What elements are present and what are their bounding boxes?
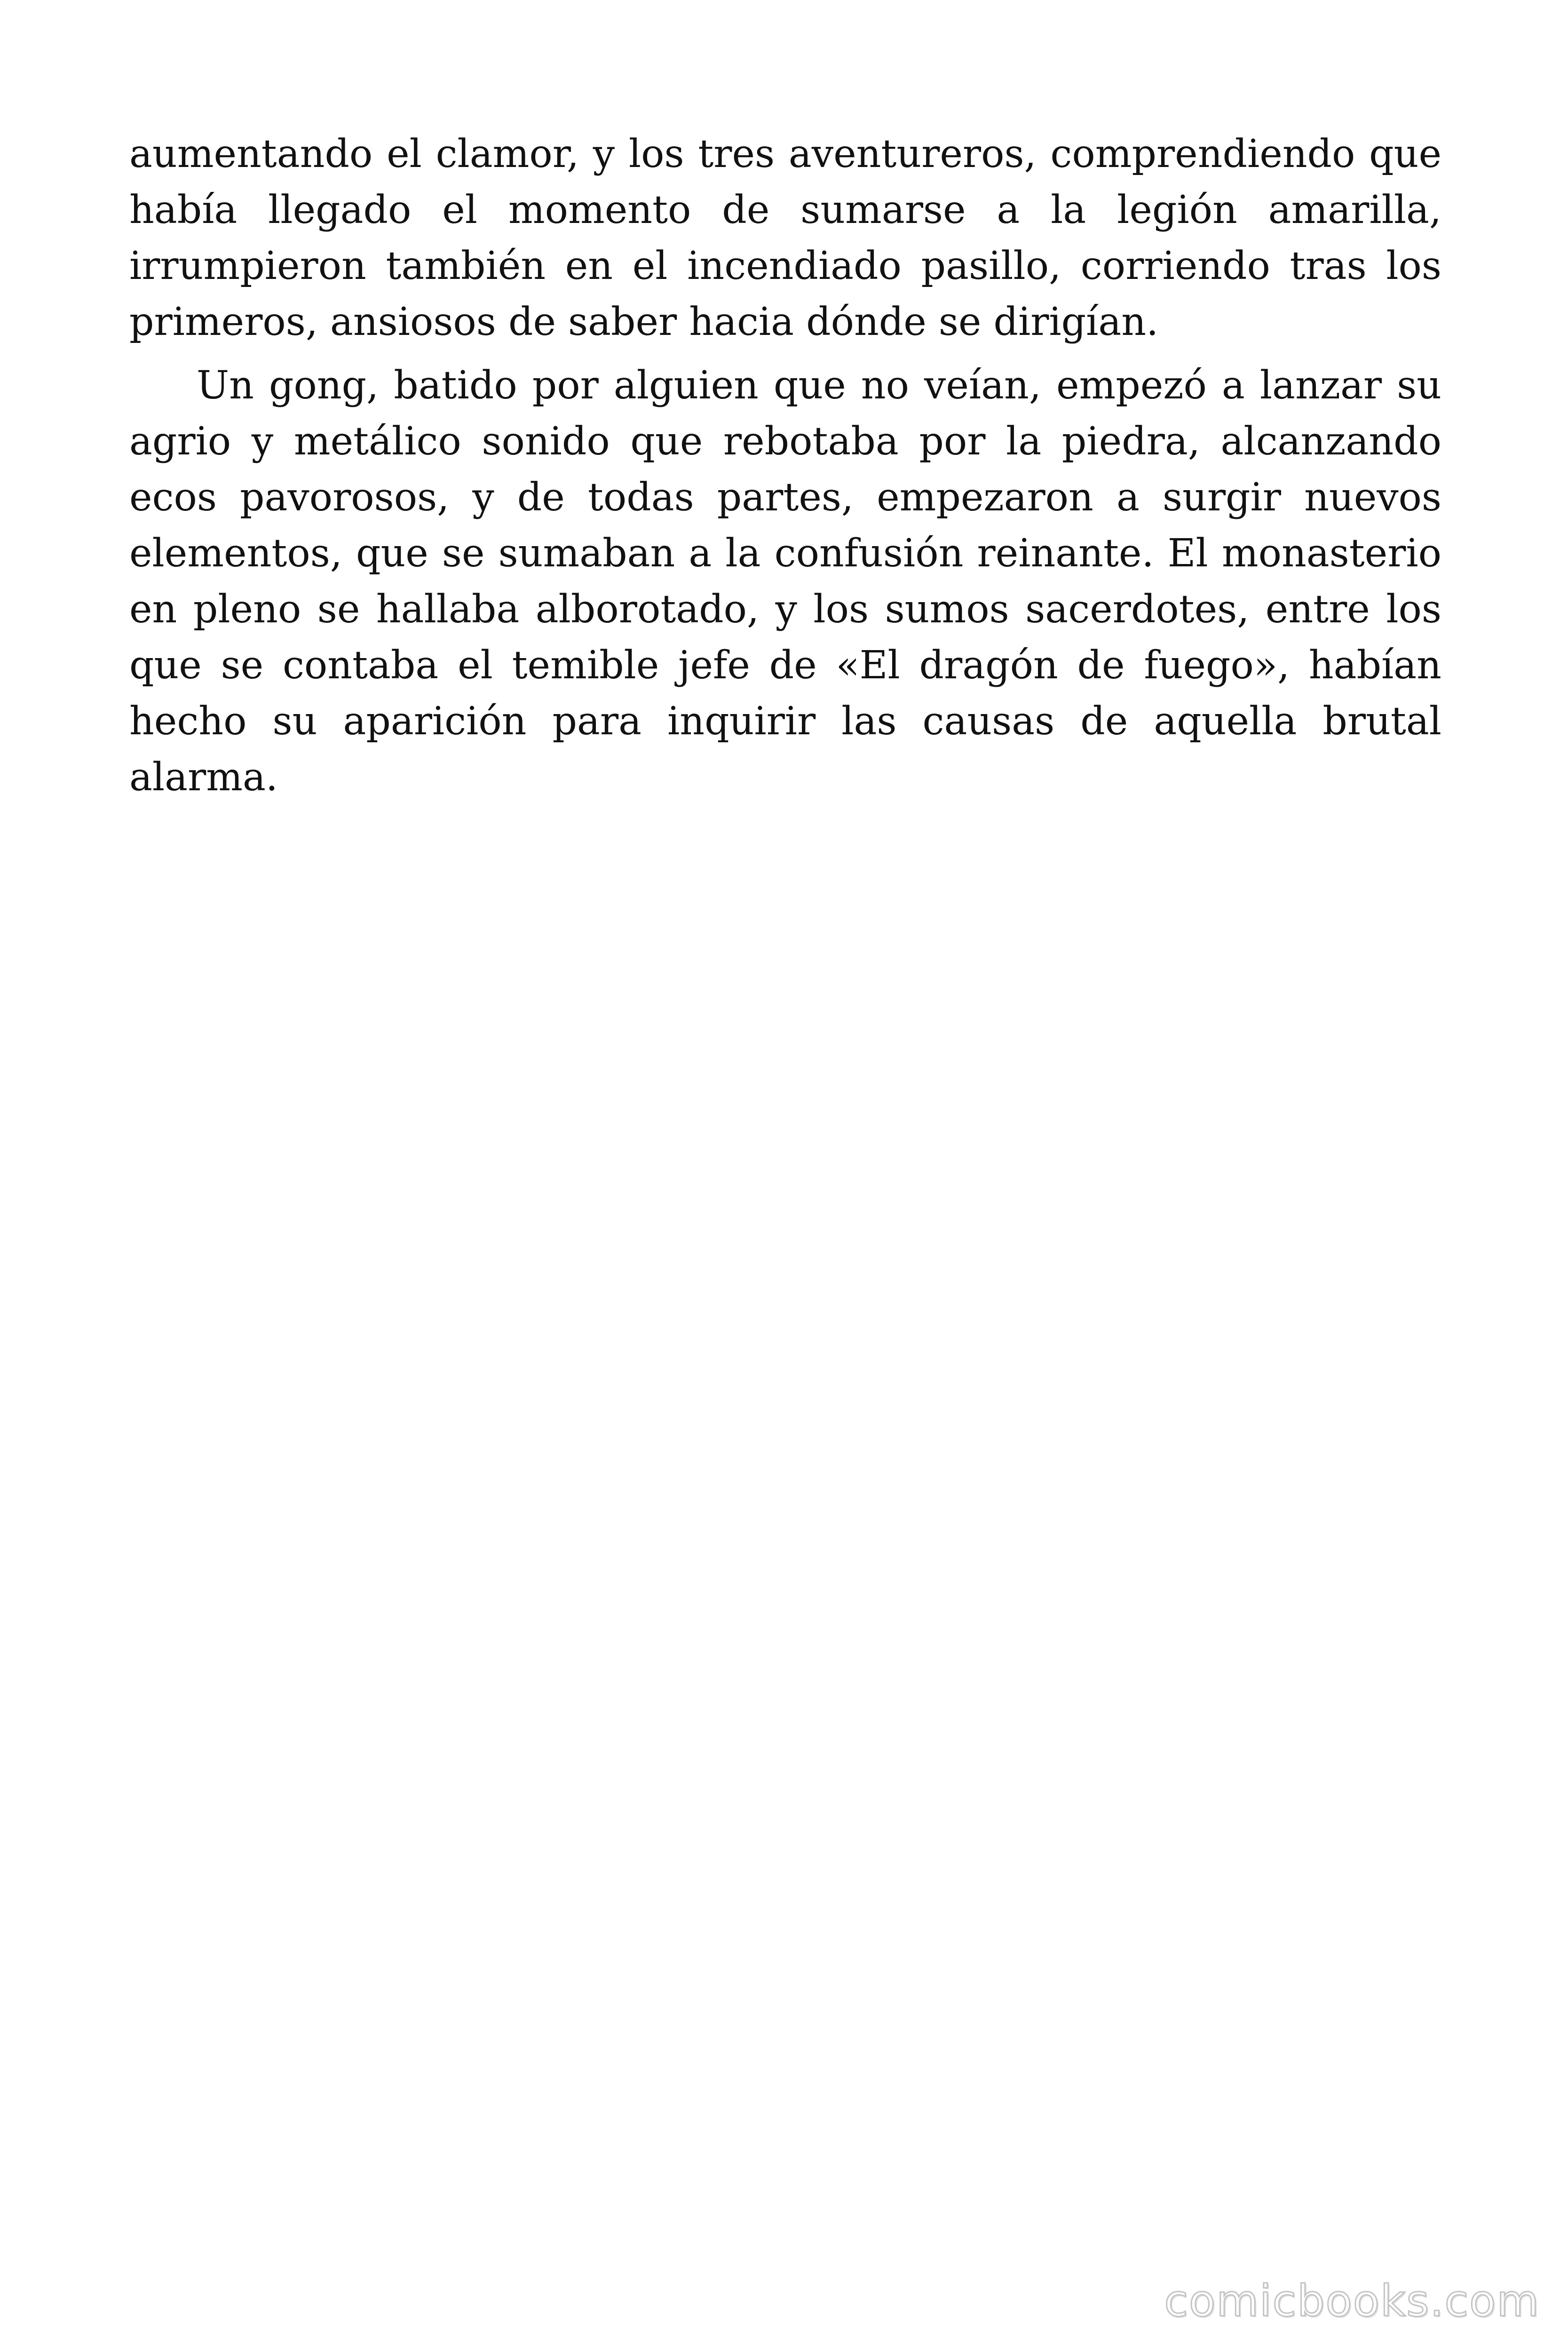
paragraph-1: aumentando el clamor, y los tres aventureros, comprendiendo que había llegado el momento de sumarse a la legión amarilla, irrumpieron también en el incendiado pasillo, corriendo tras los primeros, ansiosos de saber hacia dónde se dirigían.: [129, 132, 1441, 344]
paragraph-2: Un gong, batido por alguien que no veían, empezó a lanzar su agrio y metálico sonido que rebotaba por la piedra, alcanzando ecos pavorosos, y de todas partes, empezaron a surgir nuevos elementos, que se sumaban a la confusión reinante. El monasterio en pleno se hallaba alborotado, y los sumos sacerdotes, entre los que se contaba el temible jefe de «El dragón de fuego», habían hecho su aparición para inquirir las causas de aquella brutal alarma.: [129, 363, 1441, 800]
body-text: [129, 126, 1441, 805]
watermark-text: comicbooks.com: [1164, 2276, 1540, 2326]
